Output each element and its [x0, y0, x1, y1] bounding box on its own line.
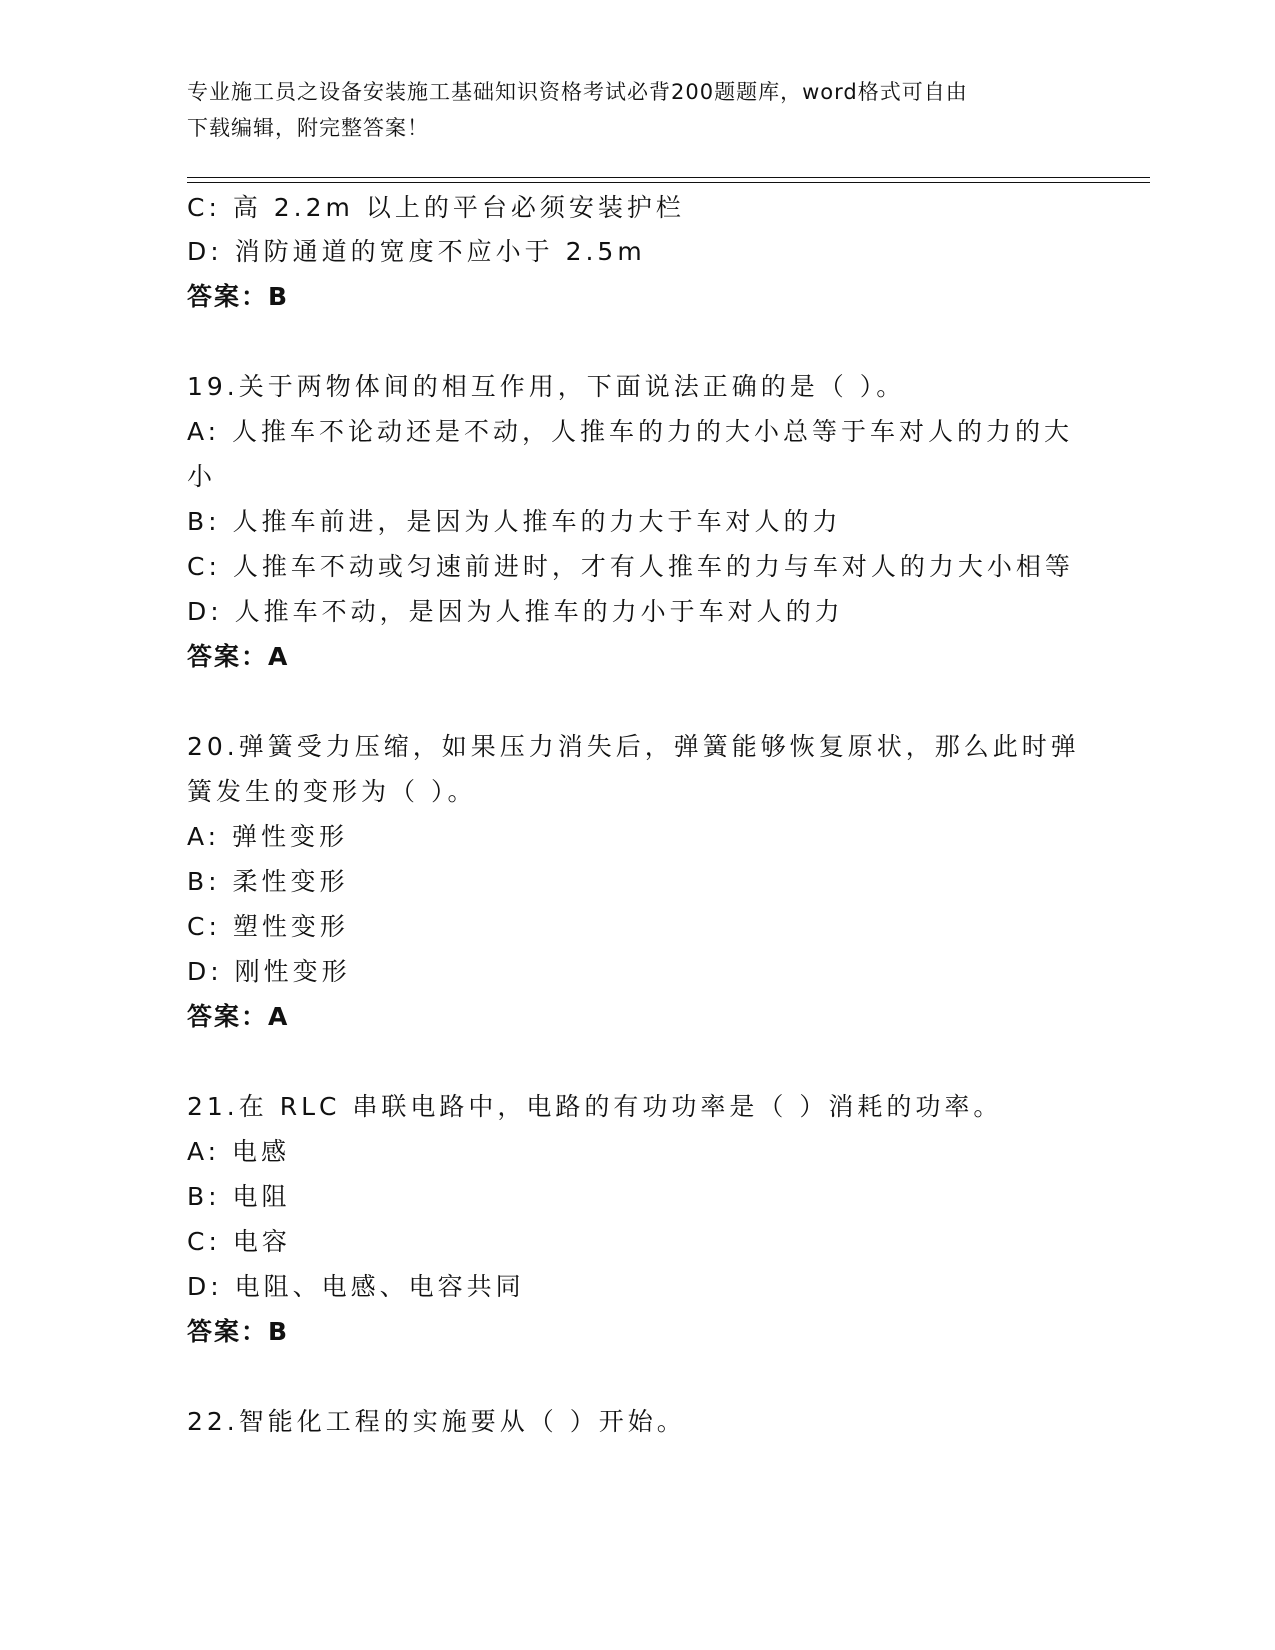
q20-option-b: B: 柔性变形 — [187, 867, 349, 896]
document-title-line1: 专业施工员之设备安装施工基础知识资格考试必背200题题库，word格式可自由 — [187, 80, 968, 104]
header-divider-top — [187, 177, 1150, 178]
q19-option-d: D: 人推车不动，是因为人推车的力小于车对人的力 — [187, 597, 844, 626]
q20-answer: 答案：A — [187, 1002, 290, 1031]
q21-option-a: A: 电感 — [187, 1137, 291, 1166]
q18-answer: 答案：B — [187, 282, 290, 311]
q20-question: 20.弹簧受力压缩，如果压力消失后，弹簧能够恢复原状，那么此时弹 — [187, 732, 1080, 761]
header-divider-bottom — [187, 182, 1150, 183]
q21-answer: 答案：B — [187, 1317, 290, 1346]
q19-answer: 答案：A — [187, 642, 290, 671]
q19-option-c: C: 人推车不动或匀速前进时，才有人推车的力与车对人的力大小相等 — [187, 552, 1074, 581]
document-title-line2: 下载编辑，附完整答案！ — [187, 116, 429, 140]
q20-option-c: C: 塑性变形 — [187, 912, 349, 941]
q18-option-d: D: 消防通道的宽度不应小于 2.5m — [187, 237, 646, 266]
q21-question: 21.在 RLC 串联电路中，电路的有功功率是（ ）消耗的功率。 — [187, 1092, 1003, 1121]
q19-option-a-continued: 小 — [187, 462, 217, 491]
q20-question-continued: 簧发生的变形为（ ）。 — [187, 777, 477, 806]
q21-option-d: D: 电阻、电感、电容共同 — [187, 1272, 525, 1301]
q21-option-c: C: 电容 — [187, 1227, 291, 1256]
q21-option-b: B: 电阻 — [187, 1182, 291, 1211]
q20-option-d: D: 刚性变形 — [187, 957, 351, 986]
q22-question: 22.智能化工程的实施要从（ ）开始。 — [187, 1407, 686, 1436]
document-title — [187, 74, 1087, 146]
q18-option-c: C: 高 2.2m 以上的平台必须安装护栏 — [187, 193, 685, 222]
q19-question: 19.关于两物体间的相互作用，下面说法正确的是（ ）。 — [187, 372, 906, 401]
q19-option-b: B: 人推车前进，是因为人推车的力大于车对人的力 — [187, 507, 842, 536]
q20-option-a: A: 弹性变形 — [187, 822, 349, 851]
q19-option-a: A: 人推车不论动还是不动，人推车的力的大小总等于车对人的力的大 — [187, 417, 1074, 446]
